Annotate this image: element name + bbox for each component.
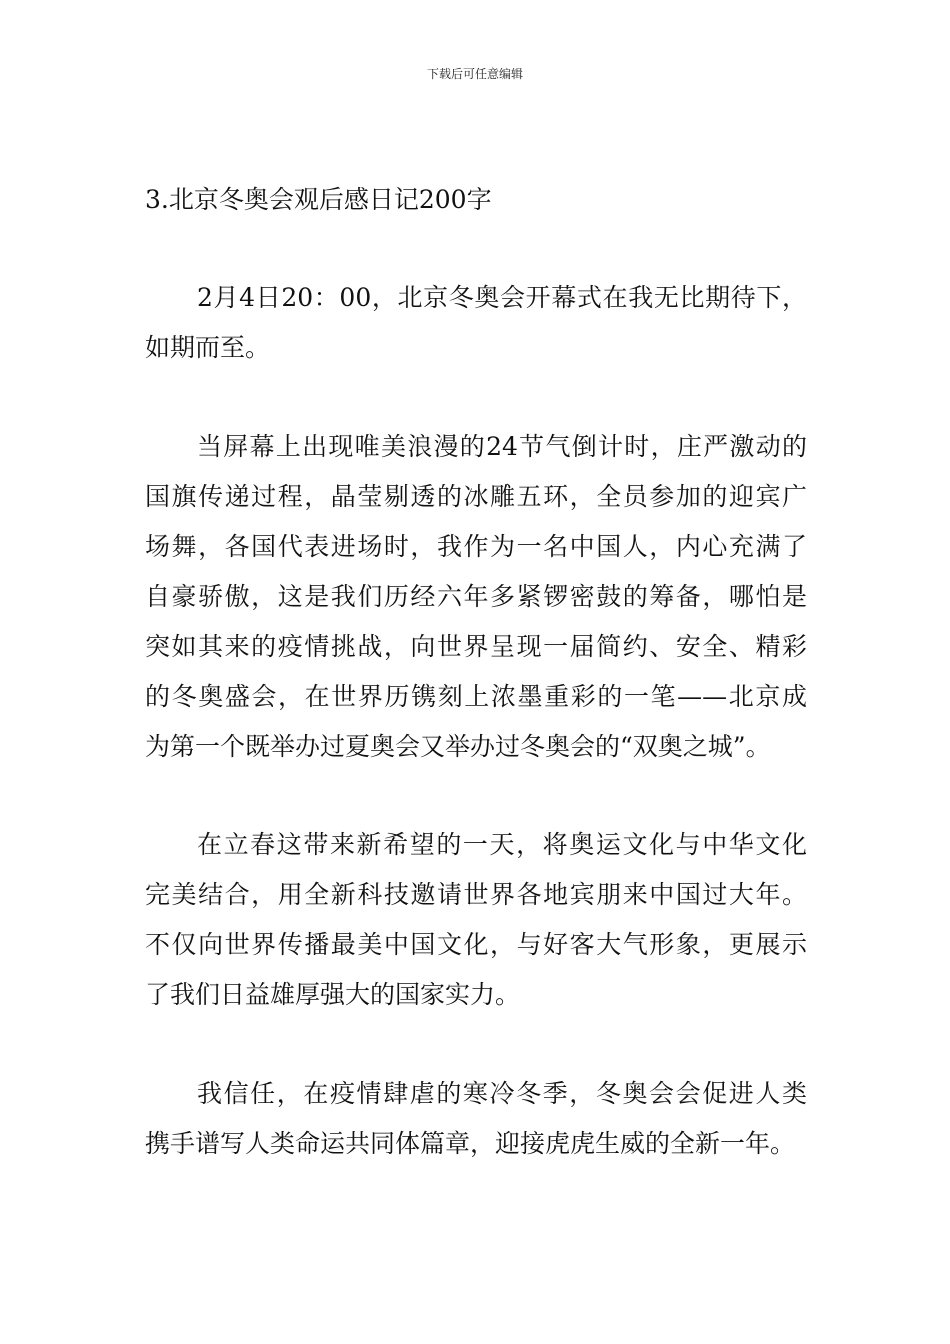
- paragraph-line: 为第一个既举办过夏奥会又举办过冬奥会的“双奥之城”。: [145, 732, 771, 761]
- paragraph-3: [145, 820, 807, 1020]
- paragraph-4: [145, 1069, 807, 1169]
- paragraph-line: 如期而至。: [145, 333, 271, 362]
- paragraph-2: [145, 422, 807, 772]
- paragraph-line: 当屏幕上出现唯美浪漫的24节气倒计时，庄严激动的: [197, 432, 807, 461]
- page-header: 下载后可任意编辑: [426, 67, 523, 81]
- paragraph-line: 我信任，在疫情肆虐的寒冷冬季，冬奥会会促进人类: [197, 1079, 807, 1108]
- paragraph-line: 突如其来的疫情挑战，向世界呈现一届简约、安全、精彩: [145, 632, 807, 661]
- paragraph-line: 自豪骄傲，这是我们历经六年多紧锣密鼓的筹备，哪怕是: [145, 582, 807, 611]
- paragraph-line: 场舞，各国代表进场时，我作为一名中国人，内心充满了: [145, 532, 807, 561]
- paragraph-line: 2月4日20：00，北京冬奥会开幕式在我无比期待下，: [197, 283, 807, 312]
- paragraph-1: [145, 273, 807, 373]
- document-title: 3.北京冬奥会观后感日记200字: [145, 185, 492, 214]
- paragraph-line: 不仅向世界传播最美中国文化，与好客大气形象，更展示: [145, 930, 807, 959]
- paragraph-line: 在立春这带来新希望的一天，将奥运文化与中华文化: [197, 830, 807, 859]
- paragraph-line: 的冬奥盛会，在世界历镌刻上浓墨重彩的一笔——北京成: [145, 682, 807, 711]
- paragraph-line: 携手谱写人类命运共同体篇章，迎接虎虎生威的全新一年。: [145, 1129, 796, 1158]
- paragraph-line: 国旗传递过程，晶莹剔透的冰雕五环，全员参加的迎宾广: [145, 482, 807, 511]
- paragraph-line: 完美结合，用全新科技邀请世界各地宾朋来中国过大年。: [145, 880, 807, 909]
- paragraph-line: 了我们日益雄厚强大的国家实力。: [145, 980, 521, 1009]
